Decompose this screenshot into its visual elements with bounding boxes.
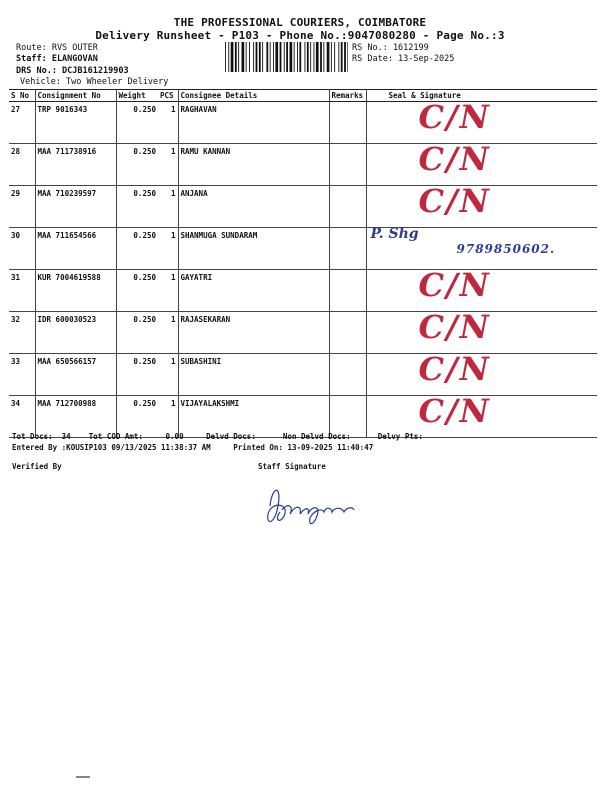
col-header-consignee: Consignee Details: [178, 90, 329, 102]
cell-sno: 27: [9, 102, 35, 144]
cell-pcs: 1: [158, 186, 178, 228]
cell-weight: 0.250: [116, 228, 158, 270]
cell-seal-signature: [366, 350, 597, 396]
handwritten-phone: 9789850602.: [456, 242, 556, 256]
cn-stamp: C/N: [418, 266, 491, 304]
cell-consignment: MAA 712700988: [35, 396, 116, 438]
cell-remarks: [329, 228, 366, 270]
table-row: [9, 270, 597, 312]
col-header-consignment: Consignment No: [35, 90, 116, 102]
cell-seal-signature: [366, 140, 597, 186]
cell-weight: 0.250: [116, 144, 158, 186]
cell-consignment: MAA 650566157: [35, 354, 116, 396]
handwritten-signature: P. Shg: [370, 226, 419, 242]
cell-consignment: KUR 7004619588: [35, 270, 116, 312]
runsheet-table: [9, 89, 597, 438]
table-row: [9, 312, 597, 354]
col-header-pcs: PCS: [158, 90, 178, 102]
table-row: [9, 228, 597, 270]
table-row: [9, 144, 597, 186]
col-header-seal: Seal & Signature: [366, 90, 597, 102]
cell-pcs: 1: [158, 354, 178, 396]
cell-pcs: 1: [158, 396, 178, 438]
route-label: Route: RVS OUTER: [16, 43, 98, 53]
cell-consignment: MAA 710239597: [35, 186, 116, 228]
cell-pcs: 1: [158, 228, 178, 270]
cell-consignee: SHANMUGA SUNDARAM: [178, 228, 329, 270]
cell-sno: 33: [9, 354, 35, 396]
cell-seal-signature: [366, 228, 597, 270]
cell-weight: 0.250: [116, 186, 158, 228]
cell-remarks: [329, 312, 366, 354]
cell-sno: 28: [9, 144, 35, 186]
rs-number: RS No.: 1612199: [352, 43, 429, 53]
verified-by-label: Verified By: [12, 462, 62, 471]
cell-sno: 31: [9, 270, 35, 312]
cell-consignee: RAJASEKARAN: [178, 312, 329, 354]
cell-remarks: [329, 144, 366, 186]
cn-stamp: C/N: [418, 182, 491, 220]
table-row: [9, 186, 597, 228]
cell-seal-signature: [366, 98, 597, 144]
cell-pcs: 1: [158, 144, 178, 186]
cell-pcs: 1: [158, 270, 178, 312]
staff-signature-label: Staff Signature: [258, 462, 326, 471]
cell-seal-signature: [366, 182, 597, 228]
col-header-remarks: Remarks: [329, 90, 366, 102]
cell-consignee: VIJAYALAKSHMI: [178, 396, 329, 438]
cell-consignee: RAGHAVAN: [178, 102, 329, 144]
cell-remarks: [329, 354, 366, 396]
cell-weight: 0.250: [116, 396, 158, 438]
cell-sno: 30: [9, 228, 35, 270]
cell-consignee: GAYATRI: [178, 270, 329, 312]
cell-remarks: [329, 270, 366, 312]
cell-consignee: ANJANA: [178, 186, 329, 228]
staff-label: Staff: ELANGOVAN: [16, 54, 98, 64]
cell-remarks: [329, 102, 366, 144]
cn-stamp: C/N: [418, 308, 491, 346]
cell-seal-signature: [366, 266, 597, 312]
cell-weight: 0.250: [116, 270, 158, 312]
table-header-row: [9, 90, 597, 102]
barcode-image: [225, 42, 348, 72]
cell-remarks: [329, 186, 366, 228]
cell-sno: 32: [9, 312, 35, 354]
cell-consignment: MAA 711654566: [35, 228, 116, 270]
cn-stamp: C/N: [418, 350, 491, 388]
cell-weight: 0.250: [116, 354, 158, 396]
table-row: [9, 102, 597, 144]
cell-sno: 29: [9, 186, 35, 228]
cell-consignee: SUBASHINI: [178, 354, 329, 396]
cell-weight: 0.250: [116, 312, 158, 354]
totals-line: Tot Docs: 34 Tot COD Amt: 0.00 Delvd Docs: Non Delvd Docs: Delvy Pts:: [12, 432, 423, 441]
cell-consignment: TRP 9016343: [35, 102, 116, 144]
cn-stamp: C/N: [418, 392, 491, 430]
cell-seal-signature: [366, 308, 597, 354]
cell-weight: 0.250: [116, 102, 158, 144]
drs-number: DRS No.: DCJB161219903: [16, 66, 129, 76]
vehicle-label: Vehicle: Two Wheeler Delivery: [20, 77, 169, 87]
cell-consignment: IDR 600030523: [35, 312, 116, 354]
rs-date: RS Date: 13-Sep-2025: [352, 54, 455, 64]
cell-sno: 34: [9, 396, 35, 438]
cell-consignee: RAMU KANNAN: [178, 144, 329, 186]
col-header-sno: S No: [9, 90, 35, 102]
stray-mark: [76, 775, 90, 779]
col-header-weight: Weight: [116, 90, 158, 102]
cn-stamp: C/N: [418, 140, 491, 178]
cn-stamp: C/N: [418, 98, 491, 136]
table-row: [9, 354, 597, 396]
cell-pcs: 1: [158, 312, 178, 354]
cell-consignment: MAA 711738916: [35, 144, 116, 186]
company-title: THE PROFESSIONAL COURIERS, COIMBATORE: [173, 16, 427, 29]
cell-pcs: 1: [158, 102, 178, 144]
entered-by-line: Entered By :KOUSIP103 09/13/2025 11:38:37 AM Printed On: 13-09-2025 11:40:47: [12, 443, 374, 452]
runsheet-subtitle: Delivery Runsheet - P103 - Phone No.:9047080280 - Page No.:3: [95, 29, 505, 42]
staff-signature-scribble: [260, 476, 360, 536]
